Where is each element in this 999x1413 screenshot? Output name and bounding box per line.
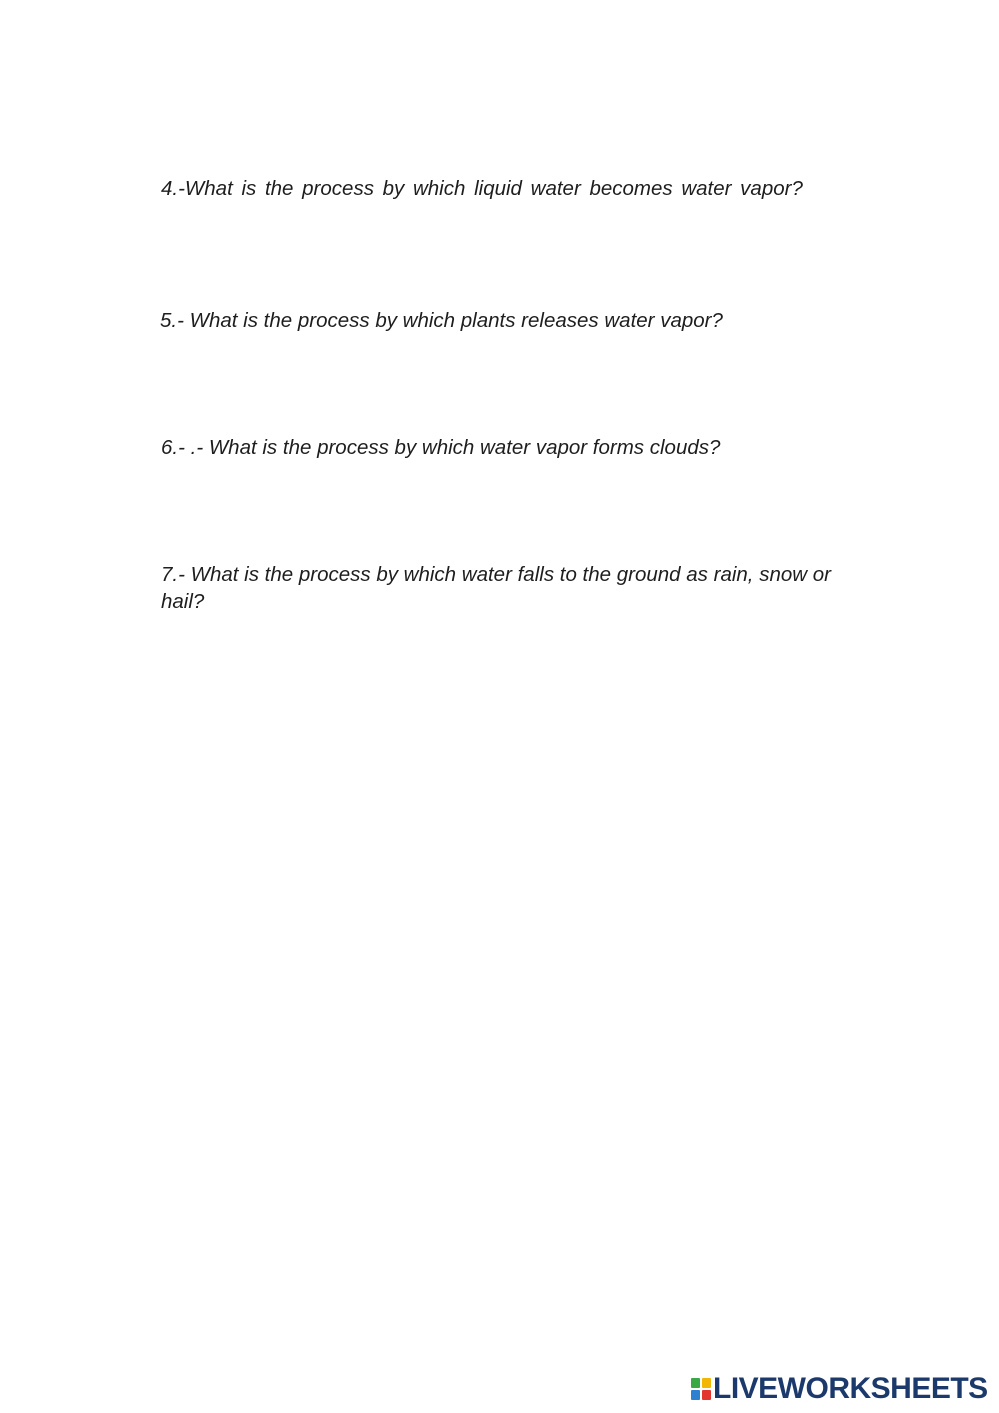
liveworksheets-logo-icon: [691, 1378, 711, 1400]
question-6: 6.- .- What is the process by which water vapor forms clouds?: [161, 436, 721, 459]
question-4: 4.-What is the process by which liquid water becomes water vapor?: [161, 177, 803, 200]
liveworksheets-logo: [691, 1374, 988, 1404]
question-5: 5.- What is the process by which plants releases water vapor?: [160, 309, 723, 332]
question-7: 7.- What is the process by which water falls to the ground as rain, snow or hail?: [161, 563, 831, 613]
logo-square-v: [691, 1390, 700, 1400]
brand-wordmark: LIVEWORKSHEETS: [713, 1372, 988, 1405]
logo-square-i: [702, 1378, 711, 1388]
logo-square-l: [691, 1378, 700, 1388]
logo-square-e: [702, 1390, 711, 1400]
